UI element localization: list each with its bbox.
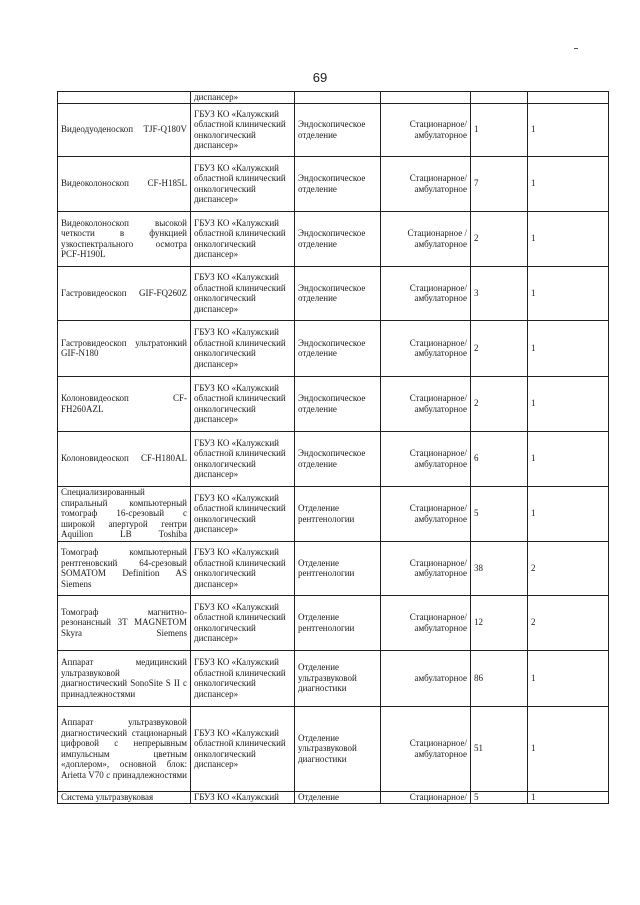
table-row xyxy=(58,156,609,211)
department-cell: Отделение рентгенологии xyxy=(295,541,381,595)
quantity-cell: 38 xyxy=(471,541,528,595)
org-cell: ГБУЗ КО «Калужский областной клинический онкологический диспансер» xyxy=(191,706,295,791)
equipment-name-cell: Томограф компьютерный рентгеновский 64-срезовый SOMATOM Definition AS Siemens xyxy=(58,541,191,595)
care-mode-cell: Стационарное/ xyxy=(381,791,471,803)
department-cell: Отделение ультразвуковой диагностики xyxy=(295,706,381,791)
org-cell: ГБУЗ КО «Калужский областной клинический онкологический диспансер» xyxy=(191,486,295,541)
equipment-name-cell: Гастровидеоскоп GIF-FQ260Z xyxy=(58,266,191,320)
equipment-name-cell: Специализированный спиральный компьютерный томограф 16-срезовый с широкой апертурой гентри Aquilion LB Toshiba xyxy=(58,486,191,541)
count-cell: 1 xyxy=(528,320,609,376)
org-cell: ГБУЗ КО «Калужский областной клинический онкологический диспансер» xyxy=(191,595,295,650)
table-row xyxy=(58,266,609,320)
department-cell: Отделение ультразвуковой диагностики xyxy=(295,650,381,706)
quantity-cell: 2 xyxy=(471,211,528,266)
quantity-cell: 2 xyxy=(471,320,528,376)
org-cell: ГБУЗ КО «Калужский xyxy=(191,791,295,803)
department-cell: Эндоскопическое отделение xyxy=(295,431,381,486)
org-cell: ГБУЗ КО «Калужский областной клинический онкологический диспансер» xyxy=(191,156,295,211)
page-number: 69 xyxy=(312,70,328,85)
equipment-name-cell: Видеодуоденоскоп TJF-Q180V xyxy=(58,103,191,156)
count-cell: 2 xyxy=(528,595,609,650)
count-cell: 1 xyxy=(528,431,609,486)
table-row xyxy=(58,211,609,266)
equipment-name-cell: Видеоколоноскоп CF-H185L xyxy=(58,156,191,211)
org-cell: ГБУЗ КО «Калужский областной клинический онкологический диспансер» xyxy=(191,211,295,266)
table-row-partial xyxy=(58,791,609,803)
care-mode-cell: Стационарное/ амбулаторное xyxy=(381,486,471,541)
count-cell: 1 xyxy=(528,103,609,156)
department-cell: Эндоскопическое отделение xyxy=(295,156,381,211)
care-mode-cell: Стационарное/ амбулаторное xyxy=(381,595,471,650)
equipment-name-cell: Колоновидеоскоп CF-H180AL xyxy=(58,431,191,486)
equipment-name-cell: Аппарат ультразвуковой диагностический стационарный цифровой с непрерывным импульсным цветным «доплером», основной блок: Arietta V70 с принадлежностями xyxy=(58,706,191,791)
department-cell: Эндоскопическое отделение xyxy=(295,320,381,376)
quantity-cell: 6 xyxy=(471,431,528,486)
table-row xyxy=(58,486,609,541)
table-row xyxy=(58,320,609,376)
table-row xyxy=(58,650,609,706)
scan-speck xyxy=(574,48,578,49)
equipment-name-cell: Видеоколоноскоп высокой четкости в функцией узкоспектрального осмотра PCF-H190L xyxy=(58,211,191,266)
count-cell: 1 xyxy=(528,156,609,211)
quantity-cell: 2 xyxy=(471,376,528,431)
org-cell: ГБУЗ КО «Калужский областной клинический онкологический диспансер» xyxy=(191,320,295,376)
care-mode-cell: Стационарное/ амбулаторное xyxy=(381,706,471,791)
quantity-cell: 86 xyxy=(471,650,528,706)
org-cell: ГБУЗ КО «Калужский областной клинический онкологический диспансер» xyxy=(191,266,295,320)
department-cell: Эндоскопическое отделение xyxy=(295,211,381,266)
quantity-cell: 7 xyxy=(471,156,528,211)
department-cell: Отделение xyxy=(295,791,381,803)
quantity-cell: 5 xyxy=(471,486,528,541)
equipment-name-cell: Аппарат медицинский ультразвуковой диагностический SonoSite S II с принадлежностями xyxy=(58,650,191,706)
count-cell: 1 xyxy=(528,266,609,320)
quantity-cell: 5 xyxy=(471,791,528,803)
department-cell: Отделение рентгенологии xyxy=(295,486,381,541)
count-cell: 1 xyxy=(528,376,609,431)
quantity-cell: 3 xyxy=(471,266,528,320)
org-cell: ГБУЗ КО «Калужский областной клинический онкологический диспансер» xyxy=(191,650,295,706)
department-cell: Отделение рентгенологии xyxy=(295,595,381,650)
care-mode-cell: Стационарное/ амбулаторное xyxy=(381,376,471,431)
equipment-name-cell: Гастровидеоскоп ультратонкий GIF-N180 xyxy=(58,320,191,376)
count-cell: 1 xyxy=(528,486,609,541)
table-row-continued xyxy=(58,92,609,104)
care-mode-cell: Стационарное/ амбулаторное xyxy=(381,156,471,211)
org-cell: ГБУЗ КО «Калужский областной клинический онкологический диспансер» xyxy=(191,431,295,486)
quantity-cell: 1 xyxy=(471,103,528,156)
count-cell: 1 xyxy=(528,791,609,803)
table-row xyxy=(58,595,609,650)
count-cell: 1 xyxy=(528,650,609,706)
org-cell: диспансер» xyxy=(191,92,295,104)
table-row xyxy=(58,431,609,486)
care-mode-cell: Стационарное/ амбулаторное xyxy=(381,320,471,376)
table-row xyxy=(58,376,609,431)
table-row xyxy=(58,103,609,156)
care-mode-cell: Стационарное/ амбулаторное xyxy=(381,103,471,156)
department-cell: Эндоскопическое отделение xyxy=(295,376,381,431)
equipment-name-cell: Система ультразвуковая xyxy=(58,791,191,803)
department-cell: Эндоскопическое отделение xyxy=(295,103,381,156)
equipment-table xyxy=(57,91,609,804)
count-cell: 1 xyxy=(528,706,609,791)
quantity-cell: 51 xyxy=(471,706,528,791)
care-mode-cell: Стационарное /амбулаторное xyxy=(381,211,471,266)
count-cell: 2 xyxy=(528,541,609,595)
count-cell: 1 xyxy=(528,211,609,266)
table-row xyxy=(58,706,609,791)
org-cell: ГБУЗ КО «Калужский областной клинический онкологический диспансер» xyxy=(191,103,295,156)
org-cell: ГБУЗ КО «Калужский областной клинический онкологический диспансер» xyxy=(191,541,295,595)
department-cell: Эндоскопическое отделение xyxy=(295,266,381,320)
equipment-name-cell: Колоновидеоскоп CF-FH260AZL xyxy=(58,376,191,431)
care-mode-cell: Стационарное/ амбулаторное xyxy=(381,541,471,595)
org-cell: ГБУЗ КО «Калужский областной клинический онкологический диспансер» xyxy=(191,376,295,431)
equipment-name-cell: Томограф магнитно-резонансный 3T MAGNETOM Skyra Siemens xyxy=(58,595,191,650)
care-mode-cell: амбулаторное xyxy=(381,650,471,706)
care-mode-cell: Стационарное/ амбулаторное xyxy=(381,431,471,486)
table-row xyxy=(58,541,609,595)
care-mode-cell: Стационарное/ амбулаторное xyxy=(381,266,471,320)
quantity-cell: 12 xyxy=(471,595,528,650)
